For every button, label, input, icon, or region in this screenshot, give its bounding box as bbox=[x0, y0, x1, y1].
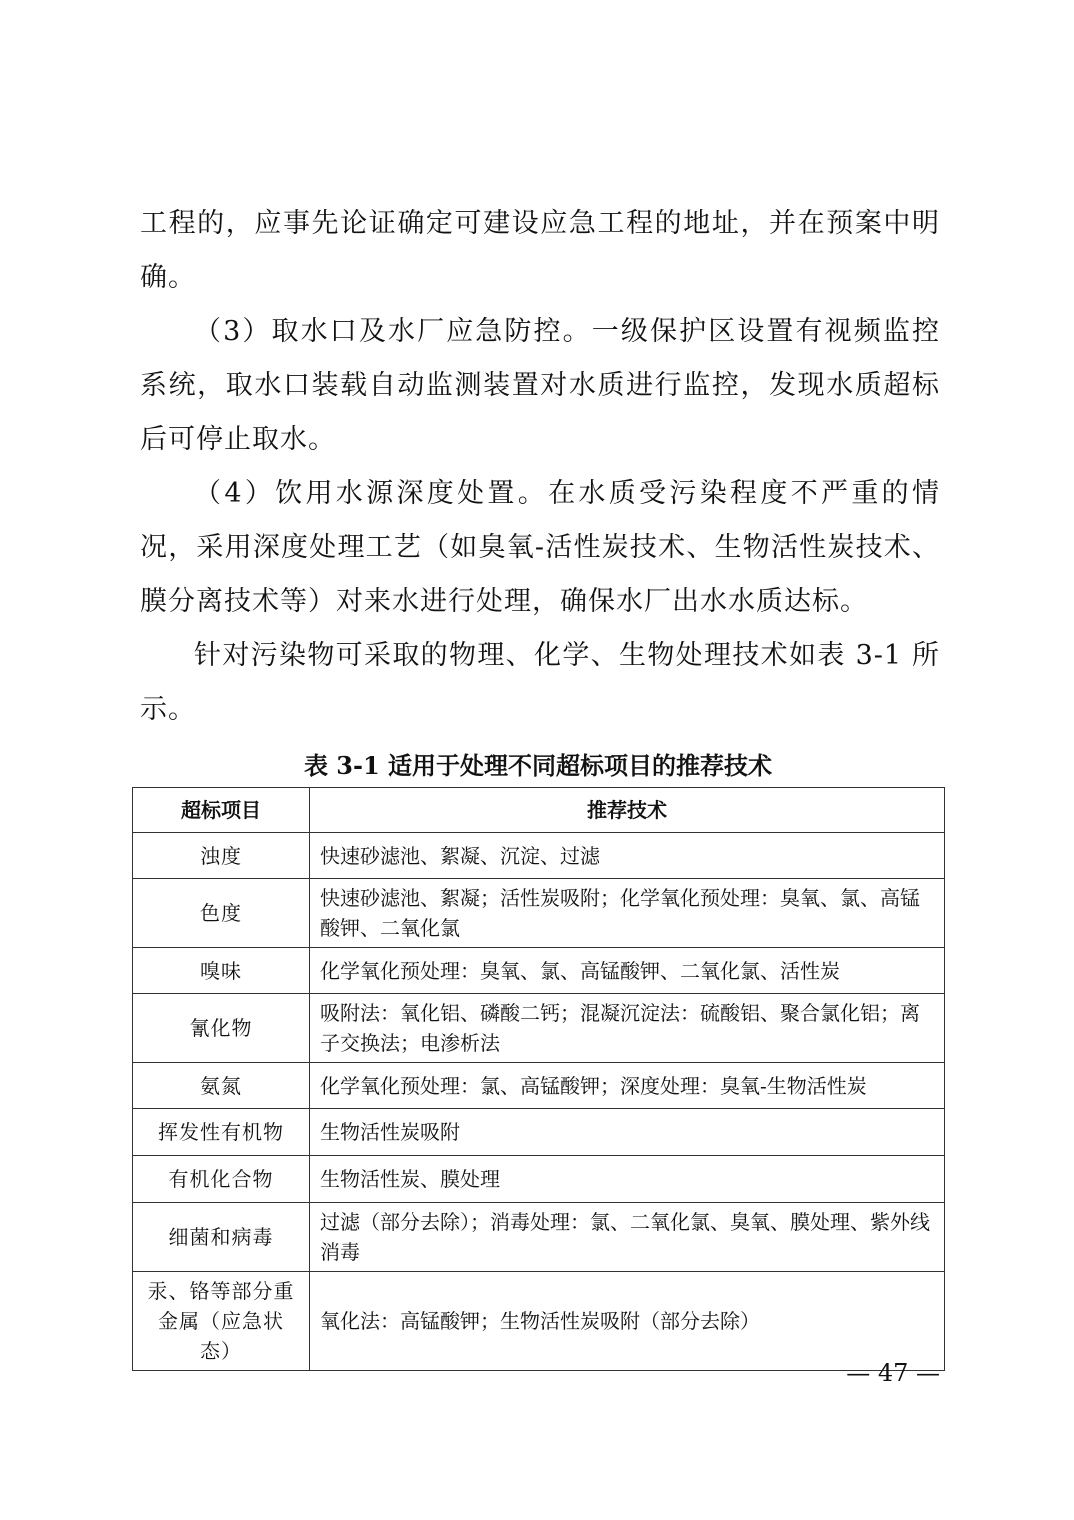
table-row bbox=[133, 1063, 945, 1109]
row-technology: 生物活性炭吸附 bbox=[310, 1109, 945, 1156]
table-row bbox=[133, 994, 945, 1063]
row-technology: 快速砂滤池、絮凝；活性炭吸附；化学氧化预处理：臭氧、氯、高锰酸钾、二氧化氯 bbox=[310, 879, 945, 948]
row-technology: 生物活性炭、膜处理 bbox=[310, 1156, 945, 1203]
table-row bbox=[133, 1156, 945, 1203]
row-technology: 快速砂滤池、絮凝、沉淀、过滤 bbox=[310, 833, 945, 879]
table-row bbox=[133, 1109, 945, 1156]
row-item: 浊度 bbox=[133, 833, 310, 879]
row-item: 氨氮 bbox=[133, 1063, 310, 1109]
row-technology: 过滤（部分去除）；消毒处理：氯、二氧化氯、臭氧、膜处理、紫外线消毒 bbox=[310, 1203, 945, 1272]
row-item: 氰化物 bbox=[133, 994, 310, 1063]
paragraph-4: 针对污染物可采取的物理、化学、生物处理技术如表 3-1 所示。 bbox=[140, 640, 940, 725]
row-item: 嗅味 bbox=[133, 948, 310, 994]
table-row bbox=[133, 1203, 945, 1272]
paragraph-1: 工程的，应事先论证确定可建设应急工程的地址，并在预案中明确。 bbox=[140, 208, 940, 293]
header-technology: 推荐技术 bbox=[310, 788, 945, 833]
table-title: 表 3-1 适用于处理不同超标项目的推荐技术 bbox=[303, 751, 773, 780]
row-technology: 氧化法：高锰酸钾；生物活性炭吸附（部分去除） bbox=[310, 1272, 945, 1371]
recommended-technology-table bbox=[132, 787, 945, 1371]
paragraph-3: （4）饮用水源深度处置。在水质受污染程度不严重的情况，采用深度处理工艺（如臭氧-活性炭技术、生物活性炭技术、膜分离技术等）对来水进行处理，确保水厂出水水质达标。 bbox=[140, 478, 940, 617]
row-technology: 化学氧化预处理：臭氧、氯、高锰酸钾、二氧化氯、活性炭 bbox=[310, 948, 945, 994]
table-row bbox=[133, 879, 945, 948]
paragraph-2: （3）取水口及水厂应急防控。一级保护区设置有视频监控系统，取水口装载自动监测装置对水质进行监控，发现水质超标后可停止取水。 bbox=[140, 316, 940, 455]
row-item: 细菌和病毒 bbox=[133, 1203, 310, 1272]
table-header-row bbox=[133, 788, 945, 833]
table-row bbox=[133, 1272, 945, 1371]
row-item: 色度 bbox=[133, 879, 310, 948]
row-technology: 吸附法：氧化铝、磷酸二钙；混凝沉淀法：硫酸铝、聚合氯化铝；离子交换法；电渗析法 bbox=[310, 994, 945, 1063]
row-item: 有机化合物 bbox=[133, 1156, 310, 1203]
header-item: 超标项目 bbox=[133, 788, 310, 833]
table-row bbox=[133, 948, 945, 994]
row-item: 汞、铬等部分重金属（应急状态） bbox=[133, 1272, 310, 1371]
page-number: — 47 — bbox=[846, 1359, 940, 1387]
table-row bbox=[133, 833, 945, 879]
row-item: 挥发性有机物 bbox=[133, 1109, 310, 1156]
row-technology: 化学氧化预处理：氯、高锰酸钾；深度处理：臭氧-生物活性炭 bbox=[310, 1063, 945, 1109]
